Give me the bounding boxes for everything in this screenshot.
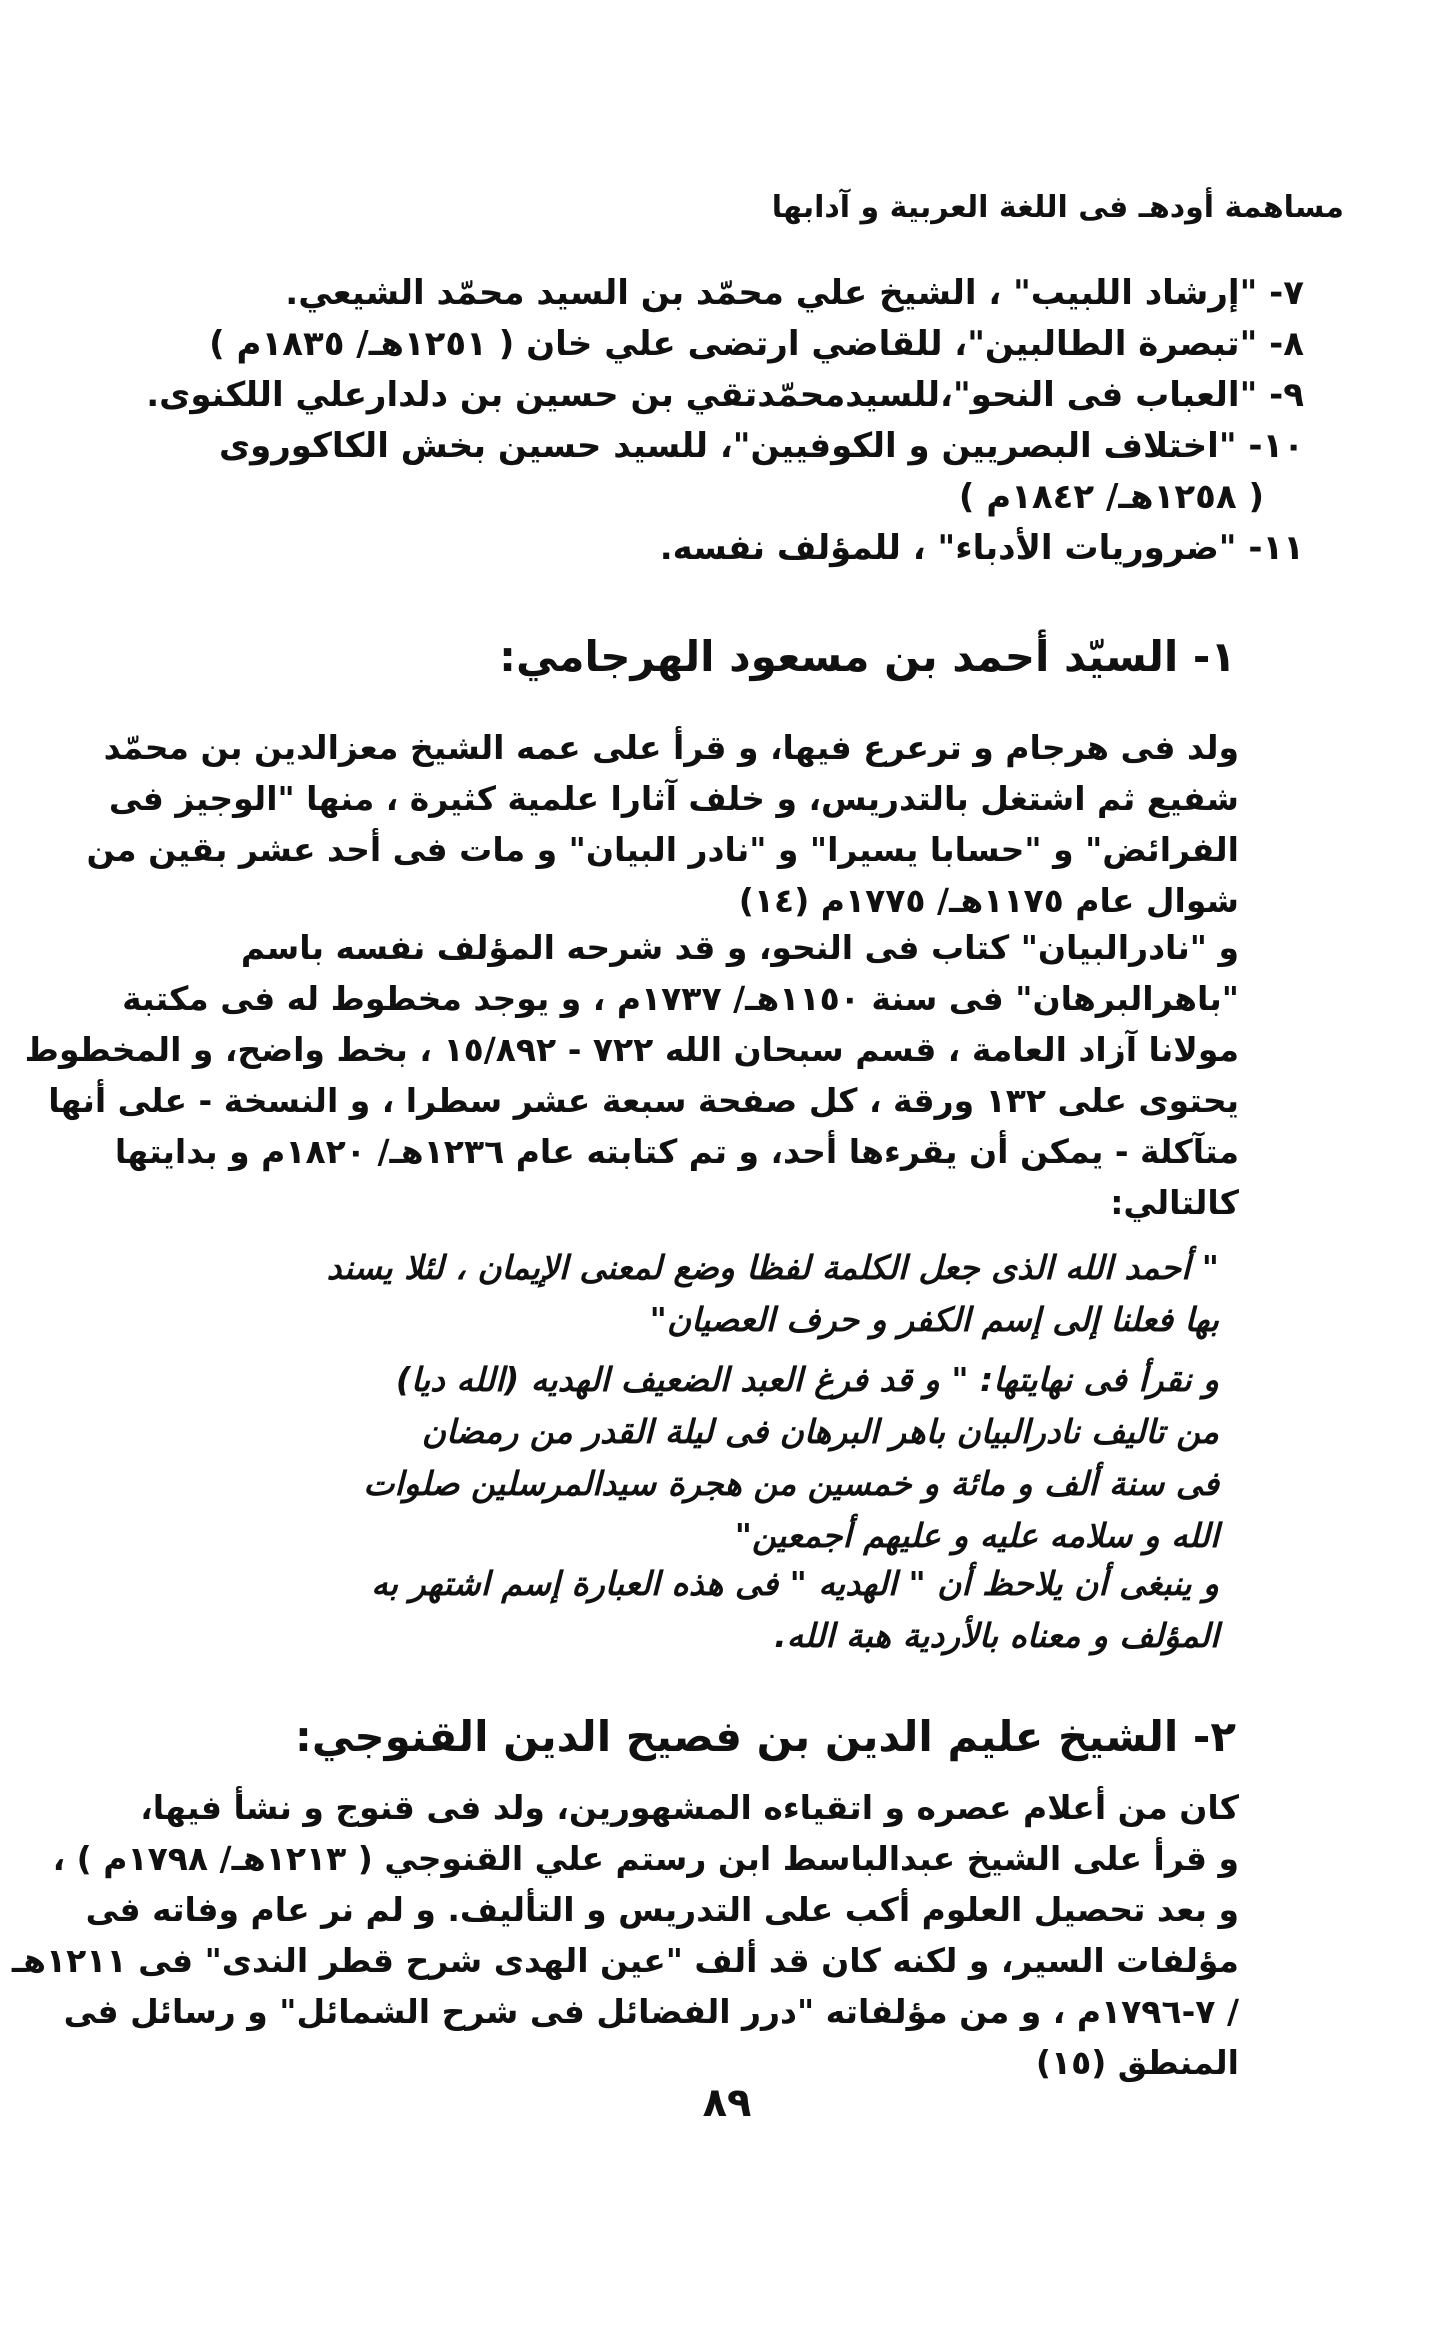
quote-line: و نقرأ فى نهايتها: " و قد فرغ العبد الضعيف الهديه (الله ديا): [395, 1360, 1219, 1399]
text-line: مؤلفات السير، و لكنه كان قد ألف "عين الهدى شرح قطر الندى" فى ١٢١١هـ: [11, 1941, 1239, 1980]
book-list: [146, 268, 1304, 574]
quote-line: فى سنة ألف و مائة و خمسين من هجرة سيدالمرسلين صلوات: [363, 1464, 1219, 1503]
text-line: شفيع ثم اشتغل بالتدريس، و خلف آثارا علمية كثيرة ، منها "الوجيز فى: [108, 779, 1239, 818]
quotation: [269, 1558, 1219, 1662]
quote-line: بها فعلنا إلى إسم الكفر و حرف العصيان": [649, 1300, 1219, 1339]
quote-line: المؤلف و معناه بالأردية هبة الله.: [774, 1616, 1219, 1655]
text-line: الفرائض" و "حسابا يسيرا" و "نادر البيان" و مات فى أحد عشر بقين من: [86, 830, 1239, 869]
paragraph: [11, 1782, 1239, 2088]
text-line: كالتالي:: [1110, 1183, 1239, 1222]
list-item: ١١- "ضروريات الأدباء" ، للمؤلف نفسه.: [659, 528, 1304, 568]
list-item: ١٠- "اختلاف البصريين و الكوفيين"، للسيد حسين بخش الكاكوروى: [218, 426, 1304, 466]
text-line: كان من أعلام عصره و اتقياءه المشهورين، ولد فى قنوج و نشأ فيها،: [140, 1788, 1239, 1827]
text-line: و قرأ على الشيخ عبدالباسط ابن رستم علي القنوجي ( ١٢١٣هـ/ ١٧٩٨م ) ،: [52, 1839, 1239, 1878]
text-line: و بعد تحصيل العلوم أكب على التدريس و التأليف. و لم نر عام وفاته فى: [85, 1890, 1239, 1929]
list-item-continuation: ( ١٢٥٨هـ/ ١٨٤٢م ): [958, 477, 1264, 517]
paragraph: [24, 922, 1239, 1228]
quote-line: و ينبغى أن يلاحظ أن " الهديه " فى هذه العبارة إسم اشتهر به: [371, 1564, 1219, 1603]
quotation: [269, 1354, 1219, 1562]
section-heading: ١- السيّد أحمد بن مسعود الهرجامي:: [499, 632, 1236, 681]
quote-line: من تاليف نادرالبيان باهر البرهان فى ليلة القدر من رمضان: [421, 1412, 1219, 1451]
text-line: "باهرالبرهان" فى سنة ١١٥٠هـ/ ١٧٣٧م ، و يوجد مخطوط له فى مكتبة: [122, 979, 1239, 1018]
text-line: يحتوى على ١٣٢ ورقة ، كل صفحة سبعة عشر سطرا ، و النسخة - على أنها: [48, 1081, 1239, 1120]
text-line: / ٧-١٧٩٦م ، و من مؤلفاته "درر الفضائل فى شرح الشمائل" و رسائل فى: [63, 1992, 1239, 2031]
text-line: مولانا آزاد العامة ، قسم سبحان الله ٧٢٢ - ١٥/٨٩٢ ، بخط واضح، و المخطوط: [24, 1030, 1239, 1069]
quotation: [269, 1242, 1219, 1346]
text-line: متآكلة - يمكن أن يقرءها أحد، و تم كتابته عام ١٢٣٦هـ/ ١٨٢٠م و بدايتها: [114, 1132, 1239, 1171]
running-header: مساهمة أودهـ فى اللغة العربية و آدابها: [771, 190, 1344, 225]
page-number: ٨٩: [702, 2080, 752, 2126]
text-line: ولد فى هرجام و ترعرع فيها، و قرأ على عمه الشيخ معزالدين بن محمّد: [103, 728, 1239, 767]
text-line: المنطق (١٥): [1035, 2043, 1239, 2082]
list-item: ٨- "تبصرة الطالبين"، للقاضي ارتضى علي خان ( ١٢٥١هـ/ ١٨٣٥م ): [209, 324, 1304, 364]
list-item: ٧- "إرشاد اللبيب" ، الشيخ علي محمّد بن السيد محمّد الشيعي.: [285, 273, 1304, 313]
quote-line: الله و سلامه عليه و عليهم أجمعين": [734, 1516, 1219, 1555]
list-item: ٩- "العباب فى النحو"،للسيدمحمّدتقي بن حسين بن دلدارعلي اللكنوى.: [146, 375, 1304, 415]
text-line: شوال عام ١١٧٥هـ/ ١٧٧٥م (١٤): [738, 881, 1239, 920]
paragraph: [86, 722, 1239, 926]
quote-line: " أحمد الله الذى جعل الكلمة لفظا وضع لمعنى الإيمان ، لئلا يسند: [326, 1248, 1219, 1287]
text-line: و "نادرالبيان" كتاب فى النحو، و قد شرحه المؤلف نفسه باسم: [240, 928, 1239, 967]
section-heading: ٢- الشيخ عليم الدين بن فصيح الدين القنوجي:: [295, 1712, 1236, 1761]
